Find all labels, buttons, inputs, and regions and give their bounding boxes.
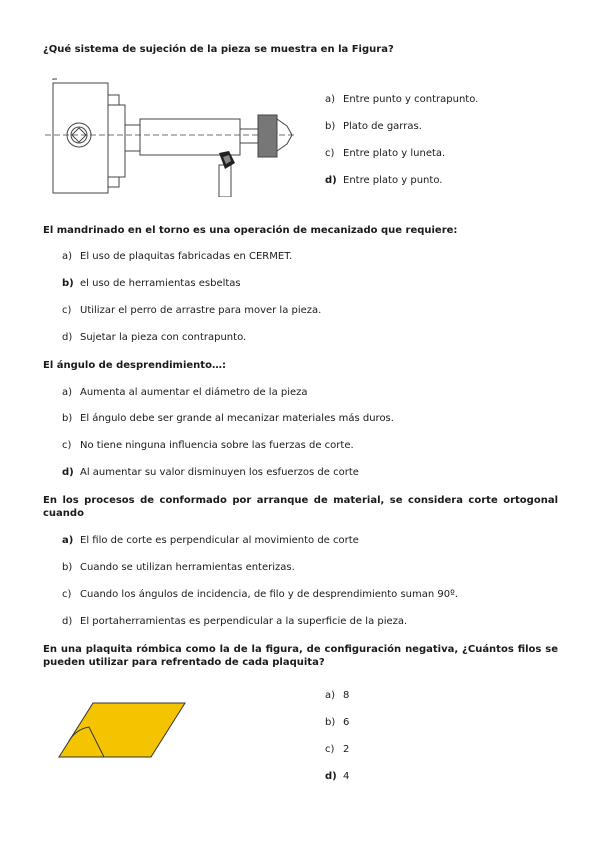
insert-body: [59, 703, 185, 757]
q1-option-a[interactable]: a) Entre punto y contrapunto.: [325, 94, 479, 105]
q4-option-b[interactable]: b) Cuando se utilizan herramientas enterizas.: [62, 562, 295, 573]
q4-option-c[interactable]: c) Cuando los ángulos de incidencia, de filo y de desprendimiento suman 90º.: [62, 589, 458, 600]
q5-option-b[interactable]: b) 6: [325, 717, 350, 728]
q2-option-b[interactable]: b) el uso de herramientas esbeltas: [62, 278, 241, 289]
q2-option-d[interactable]: d) Sujetar la pieza con contrapunto.: [62, 332, 247, 343]
q4-option-a[interactable]: a) El filo de corte es perpendicular al movimiento de corte: [62, 535, 359, 546]
q4-option-d[interactable]: d) El portaherramientas es perpendicular a la superficie de la pieza.: [62, 616, 408, 627]
q2-option-c[interactable]: c) Utilizar el perro de arrastre para mover la pieza.: [62, 305, 322, 316]
lathe-chuck-figure: [45, 75, 295, 197]
q1-option-b[interactable]: b) Plato de garras.: [325, 121, 422, 132]
q3-option-b[interactable]: b) El ángulo debe ser grande al mecanizar materiales más duros.: [62, 413, 394, 424]
q1-option-d[interactable]: d) Entre plato y punto.: [325, 175, 443, 186]
question-3-title: El ángulo de desprendimiento…:: [43, 360, 226, 371]
q3-option-c[interactable]: c) No tiene ninguna influencia sobre las fuerzas de corte.: [62, 440, 354, 451]
question-4-title: En los procesos de conformado por arranque de material, se considera corte ortogonal cuando: [43, 495, 558, 519]
q2-option-a[interactable]: a) El uso de plaquitas fabricadas en CERMET.: [62, 251, 293, 262]
question-5-title: En una plaquita rómbica como la de la figura, de configuración negativa, ¿Cuántos filos se pueden utilizar para refrentado de cada plaquita?: [43, 644, 558, 668]
q3-option-d[interactable]: d) Al aumentar su valor disminuyen los esfuerzos de corte: [62, 467, 359, 478]
q5-option-d[interactable]: d) 4: [325, 771, 350, 782]
q1-option-c[interactable]: c) Entre plato y luneta.: [325, 148, 446, 159]
q5-option-c[interactable]: c) 2: [325, 744, 350, 755]
question-1-title: ¿Qué sistema de sujeción de la pieza se muestra en la Figura?: [43, 44, 394, 55]
q5-option-a[interactable]: a) 8: [325, 690, 350, 701]
rhombic-insert-figure: [55, 695, 190, 765]
q3-option-a[interactable]: a) Aumenta al aumentar el diámetro de la pieza: [62, 387, 308, 398]
question-2-title: El mandrinado en el torno es una operación de mecanizado que requiere:: [43, 225, 458, 236]
